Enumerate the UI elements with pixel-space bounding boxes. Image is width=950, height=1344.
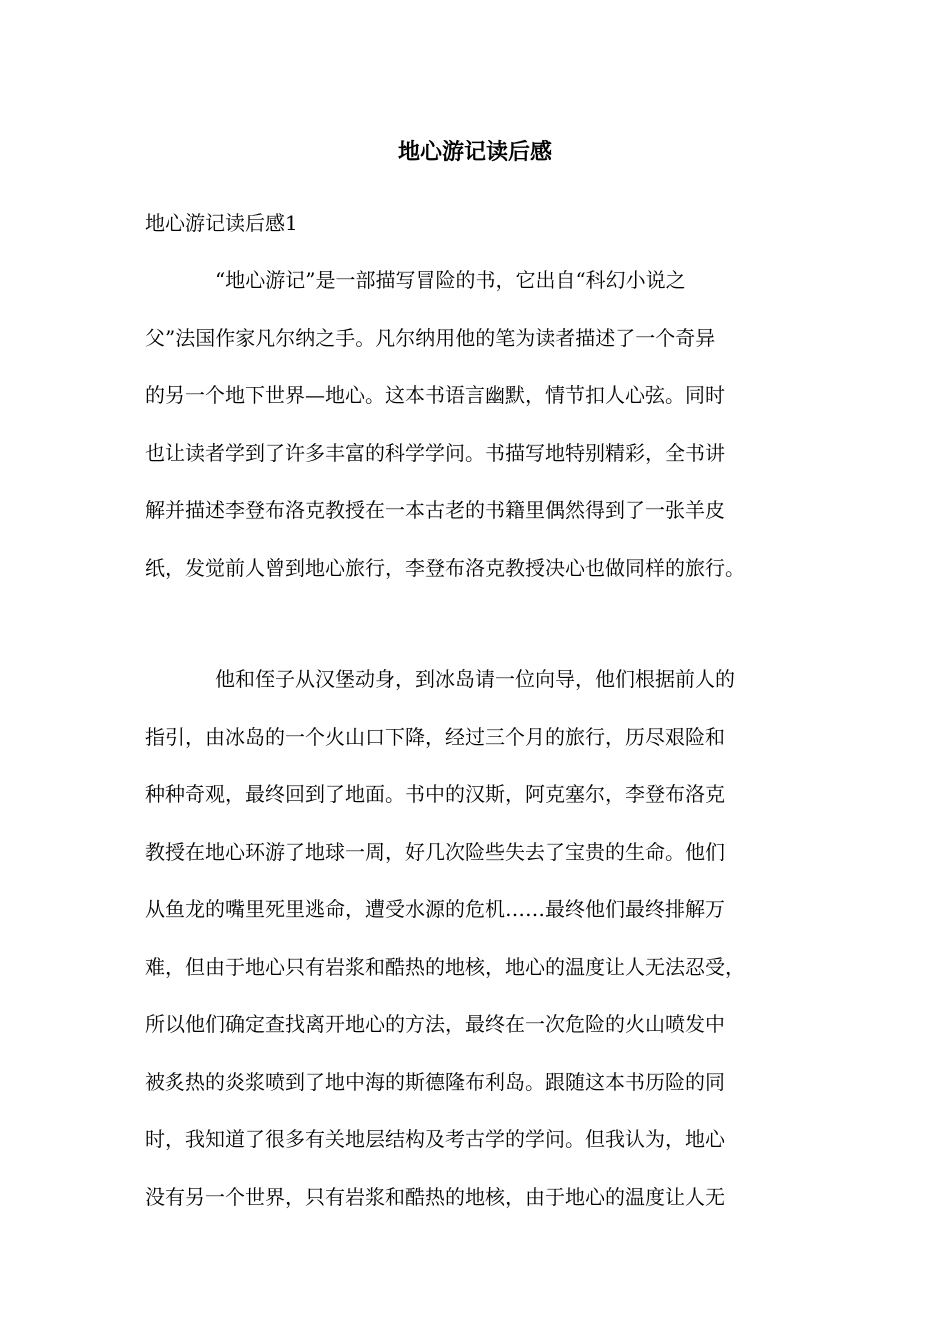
document-title: 地心游记读后感: [397, 139, 552, 165]
paragraph-line: 时，我知道了很多有关地层结构及考古学的学问。但我认为，地心: [145, 1127, 725, 1151]
paragraph-line: 被炙热的炎浆喷到了地中海的斯德隆布利岛。跟随这本书历险的同: [145, 1069, 725, 1094]
section-heading: 地心游记读后感1: [145, 211, 298, 235]
paragraph-1: [145, 262, 825, 607]
paragraph-line: 解并描述李登布洛克教授在一本古老的书籍里偶然得到了一张羊皮: [145, 498, 725, 522]
paragraph-line: 从鱼龙的嘴里死里逃命，遭受水源的危机……最终他们最终排解万: [145, 897, 725, 921]
paragraph-2: [145, 661, 825, 1236]
paragraph-line: 父”法国作家凡尔纳之手。凡尔纳用他的笔为读者描述了一个奇异: [145, 325, 716, 350]
paragraph-line: 的另一个地下世界—地心。这本书语言幽默，情节扣人心弦。同时: [145, 383, 725, 407]
paragraph-line: 也让读者学到了许多丰富的科学学问。书描写地特别精彩，全书讲: [145, 440, 725, 465]
paragraph-line: 没有另一个世界，只有岩浆和酷热的地核，由于地心的温度让人无: [145, 1184, 725, 1209]
paragraph-line: 种种奇观，最终回到了地面。书中的汉斯，阿克塞尔，李登布洛克: [145, 782, 725, 806]
paragraph-line: 教授在地心环游了地球一周，好几次险些失去了宝贵的生命。他们: [145, 839, 725, 864]
paragraph-line: 难，但由于地心只有岩浆和酷热的地核，地心的温度让人无法忍受，: [145, 954, 745, 979]
paragraph-line: “地心游记”是一部描写冒险的书，它出自“科幻小说之: [215, 268, 686, 292]
paragraph-line: 纸，发觉前人曾到地心旅行，李登布洛克教授决心也做同样的旅行。: [145, 555, 745, 580]
paragraph-line: 他和侄子从汉堡动身，到冰岛请一位向导，他们根据前人的: [215, 667, 735, 691]
paragraph-line: 指引，由冰岛的一个火山口下降，经过三个月的旅行，历尽艰险和: [145, 724, 725, 749]
paragraph-line: 所以他们确定查找离开地心的方法，最终在一次危险的火山喷发中: [145, 1012, 725, 1036]
